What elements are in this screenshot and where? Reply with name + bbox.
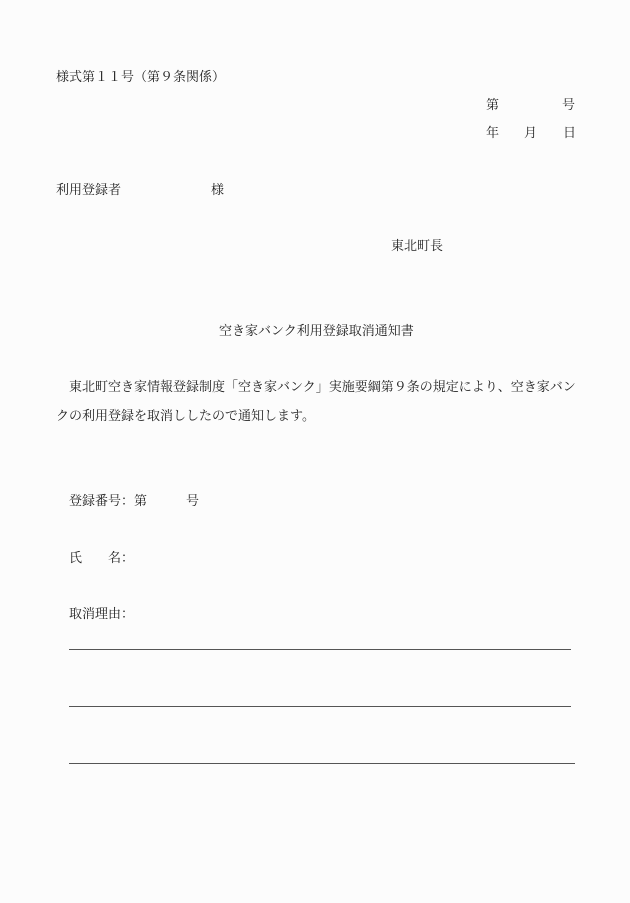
registration-number-label: 登録番号：第 [69,494,148,509]
doc-number-prefix: 第 [486,98,500,113]
form-number: 様式第１１号（第９条関係） [56,70,226,85]
reason-line-1 [69,649,571,650]
doc-number-suffix: 号 [562,98,576,113]
body-text-line-1: 東北町空き家情報登録制度「空き家バンク」実施要綱第９条の規定により、空き家バン [56,380,576,395]
registration-number-suffix: 号 [186,494,200,509]
reason-label: 取消理由： [69,607,135,622]
document-title: 空き家バンク利用登録取消通知書 [219,324,414,339]
name-label-second: 名： [108,551,135,566]
name-label-first: 氏 [69,551,83,566]
addressee-honorific: 様 [211,183,225,198]
reason-line-2 [69,706,571,707]
issuer: 東北町長 [391,239,444,254]
date-day: 日 [563,126,577,141]
body-text-line-2: クの利用登録を取消ししたので通知します。 [56,409,315,424]
date-month: 月 [524,126,538,141]
date-year: 年 [486,126,500,141]
reason-line-3 [69,763,575,764]
addressee-label: 利用登録者 [56,183,122,198]
